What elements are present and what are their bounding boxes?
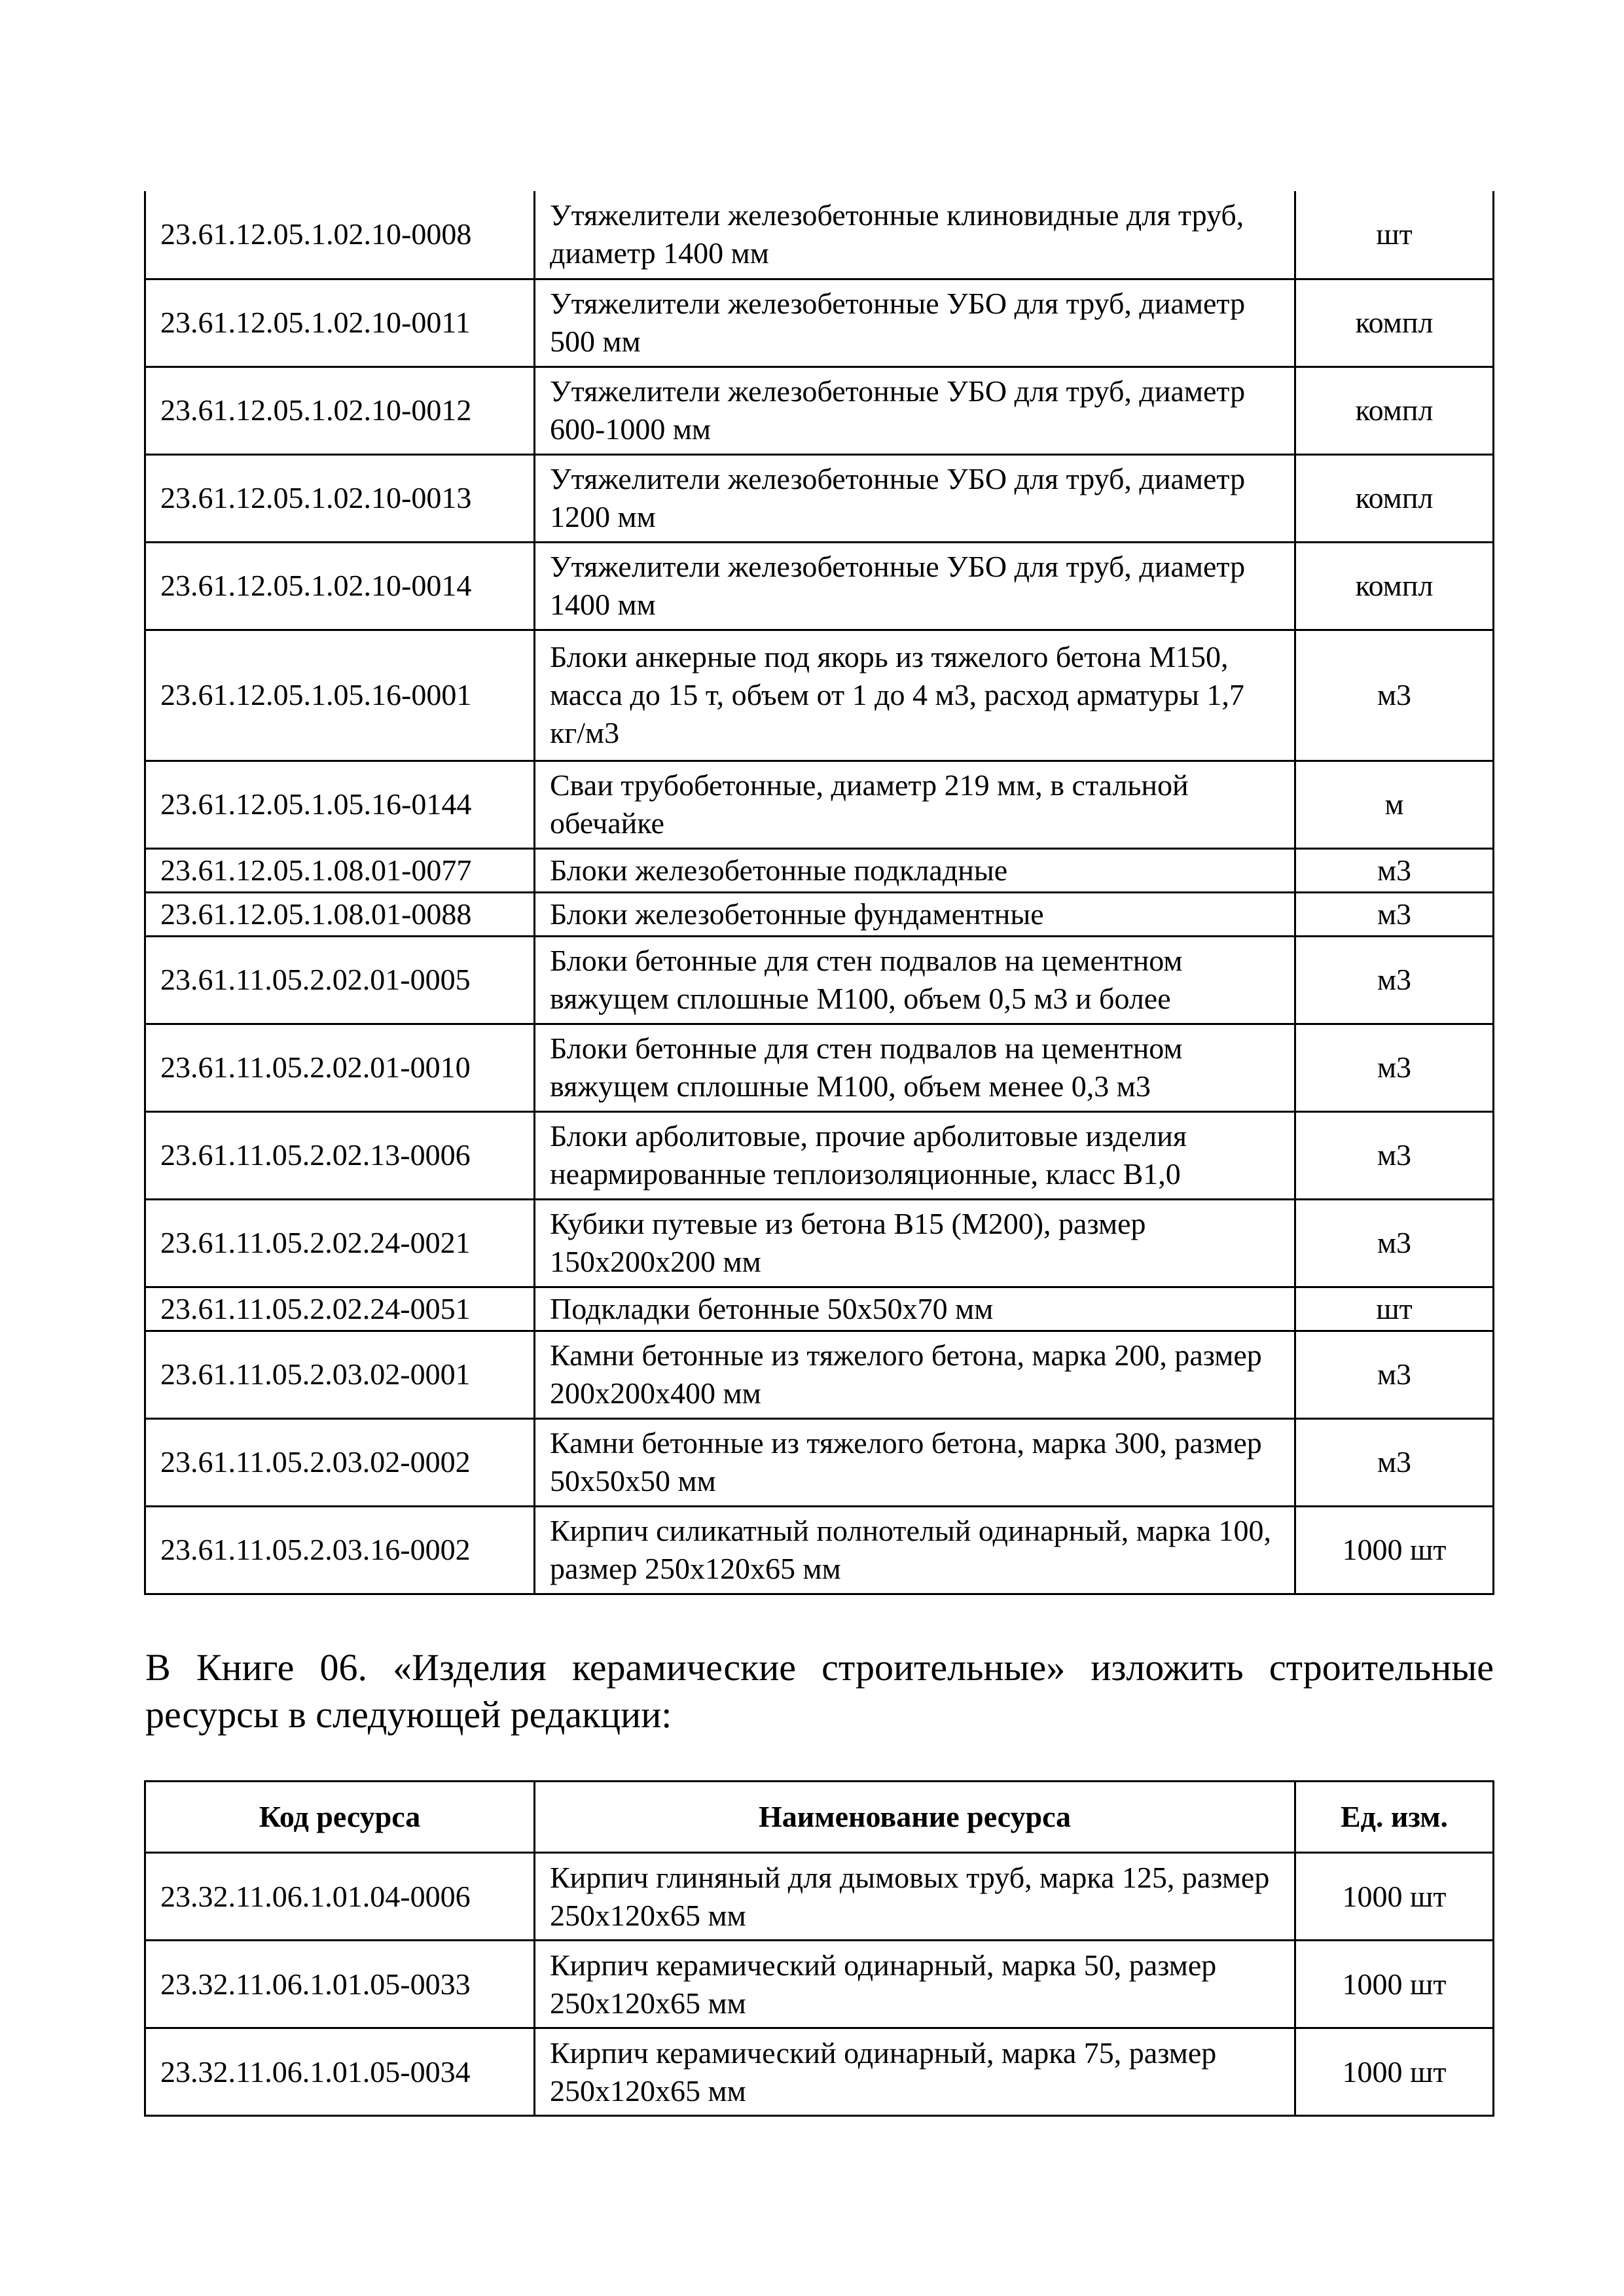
table-row (145, 1506, 1494, 1594)
table-row (145, 1111, 1494, 1199)
resource-code: 23.61.11.05.2.02.01-0005 (145, 936, 535, 1024)
resource-unit: 1000 шт (1295, 1853, 1494, 1941)
resource-unit: м3 (1295, 1331, 1494, 1418)
resource-name: Сваи трубобетонные, диаметр 219 мм, в стальной обечайке (535, 761, 1295, 848)
table-row (145, 1024, 1494, 1111)
resource-code: 23.61.11.05.2.03.16-0002 (145, 1506, 535, 1594)
table-row (145, 1287, 1494, 1331)
resource-code: 23.61.12.05.1.02.10-0014 (145, 542, 535, 630)
table-row (145, 367, 1494, 454)
table-row (145, 1331, 1494, 1418)
paragraph-line: В Книге 06. «Изделия керамические строительные» изложить строительные (145, 1646, 1494, 1689)
table-row (145, 848, 1494, 892)
resource-code: 23.61.12.05.1.02.10-0012 (145, 367, 535, 454)
resource-code: 23.32.11.06.1.01.05-0033 (145, 1941, 535, 2028)
table-row (145, 2028, 1494, 2116)
resource-table-book-06 (144, 1780, 1494, 2117)
table-row (145, 191, 1494, 279)
header-unit: Ед. изм. (1295, 1782, 1494, 1853)
resource-unit: компл (1295, 454, 1494, 542)
resource-unit: м3 (1295, 1024, 1494, 1111)
resource-name: Блоки бетонные для стен подвалов на цементном вяжущем сплошные М100, объем менее 0,3 м3 (535, 1024, 1295, 1111)
resource-unit: м3 (1295, 1418, 1494, 1506)
resource-code: 23.61.11.05.2.03.02-0002 (145, 1418, 535, 1506)
resource-unit: 1000 шт (1295, 1941, 1494, 2028)
table-header-row (145, 1782, 1494, 1853)
resource-unit: м3 (1295, 848, 1494, 892)
resource-unit: м3 (1295, 936, 1494, 1024)
resource-unit: м3 (1295, 892, 1494, 936)
resource-code: 23.61.11.05.2.02.24-0021 (145, 1199, 535, 1287)
paragraph-line: ресурсы в следующей редакции: (145, 1693, 672, 1736)
resource-unit: 1000 шт (1295, 1506, 1494, 1594)
resource-name: Блоки бетонные для стен подвалов на цементном вяжущем сплошные М100, объем 0,5 м3 и более (535, 936, 1295, 1024)
resource-unit: м (1295, 761, 1494, 848)
table-row (145, 892, 1494, 936)
resource-unit: м3 (1295, 630, 1494, 761)
resource-name: Блоки анкерные под якорь из тяжелого бетона М150, масса до 15 т, объем от 1 до 4 м3, расход арматуры 1,7 кг/м3 (535, 630, 1295, 761)
resource-code: 23.61.12.05.1.05.16-0001 (145, 630, 535, 761)
resource-name: Камни бетонные из тяжелого бетона, марка 200, размер 200х200х400 мм (535, 1331, 1295, 1418)
resource-unit: 1000 шт (1295, 2028, 1494, 2116)
resource-table-continued (144, 191, 1494, 1595)
table-row (145, 761, 1494, 848)
header-code: Код ресурса (145, 1782, 535, 1853)
resource-code: 23.61.12.05.1.08.01-0088 (145, 892, 535, 936)
resource-name: Подкладки бетонные 50х50х70 мм (535, 1287, 1295, 1331)
header-name: Наименование ресурса (535, 1782, 1295, 1853)
resource-unit: шт (1295, 1287, 1494, 1331)
resource-unit: шт (1295, 191, 1494, 279)
resource-unit: м3 (1295, 1111, 1494, 1199)
resource-name: Кирпич силикатный полнотелый одинарный, марка 100, размер 250х120х65 мм (535, 1506, 1295, 1594)
resource-unit: компл (1295, 279, 1494, 367)
resource-unit: компл (1295, 367, 1494, 454)
resource-name: Кирпич глиняный для дымовых труб, марка 125, размер 250х120х65 мм (535, 1853, 1295, 1941)
resource-name: Кубики путевые из бетона В15 (М200), размер 150х200х200 мм (535, 1199, 1295, 1287)
resource-code: 23.61.12.05.1.05.16-0144 (145, 761, 535, 848)
resource-name: Утяжелители железобетонные УБО для труб, диаметр 1400 мм (535, 542, 1295, 630)
resource-code: 23.61.12.05.1.02.10-0013 (145, 454, 535, 542)
resource-code: 23.61.12.05.1.08.01-0077 (145, 848, 535, 892)
resource-code: 23.61.12.05.1.02.10-0011 (145, 279, 535, 367)
resource-name: Утяжелители железобетонные УБО для труб, диаметр 1200 мм (535, 454, 1295, 542)
resource-name: Утяжелители железобетонные клиновидные для труб, диаметр 1400 мм (535, 191, 1295, 279)
table-row (145, 1941, 1494, 2028)
resource-unit: компл (1295, 542, 1494, 630)
table-row (145, 1199, 1494, 1287)
table-row (145, 1418, 1494, 1506)
resource-name: Утяжелители железобетонные УБО для труб, диаметр 600-1000 мм (535, 367, 1295, 454)
table-row (145, 630, 1494, 761)
table-row (145, 279, 1494, 367)
resource-code: 23.61.12.05.1.02.10-0008 (145, 191, 535, 279)
resource-code: 23.61.11.05.2.02.01-0010 (145, 1024, 535, 1111)
resource-unit: м3 (1295, 1199, 1494, 1287)
resource-name: Утяжелители железобетонные УБО для труб, диаметр 500 мм (535, 279, 1295, 367)
table-row (145, 542, 1494, 630)
instruction-paragraph (145, 1644, 1494, 1738)
resource-code: 23.61.11.05.2.02.24-0051 (145, 1287, 535, 1331)
resource-name: Блоки арболитовые, прочие арболитовые изделия неармированные теплоизоляционные, класс В1,0 (535, 1111, 1295, 1199)
resource-name: Камни бетонные из тяжелого бетона, марка 300, размер 50х50х50 мм (535, 1418, 1295, 1506)
resource-code: 23.61.11.05.2.02.13-0006 (145, 1111, 535, 1199)
resource-code: 23.32.11.06.1.01.04-0006 (145, 1853, 535, 1941)
table-row (145, 454, 1494, 542)
resource-name: Блоки железобетонные подкладные (535, 848, 1295, 892)
resource-code: 23.32.11.06.1.01.05-0034 (145, 2028, 535, 2116)
resource-code: 23.61.11.05.2.03.02-0001 (145, 1331, 535, 1418)
resource-name: Блоки железобетонные фундаментные (535, 892, 1295, 936)
table-row (145, 1853, 1494, 1941)
resource-name: Кирпич керамический одинарный, марка 50, размер 250х120х65 мм (535, 1941, 1295, 2028)
table-row (145, 936, 1494, 1024)
resource-name: Кирпич керамический одинарный, марка 75, размер 250х120х65 мм (535, 2028, 1295, 2116)
